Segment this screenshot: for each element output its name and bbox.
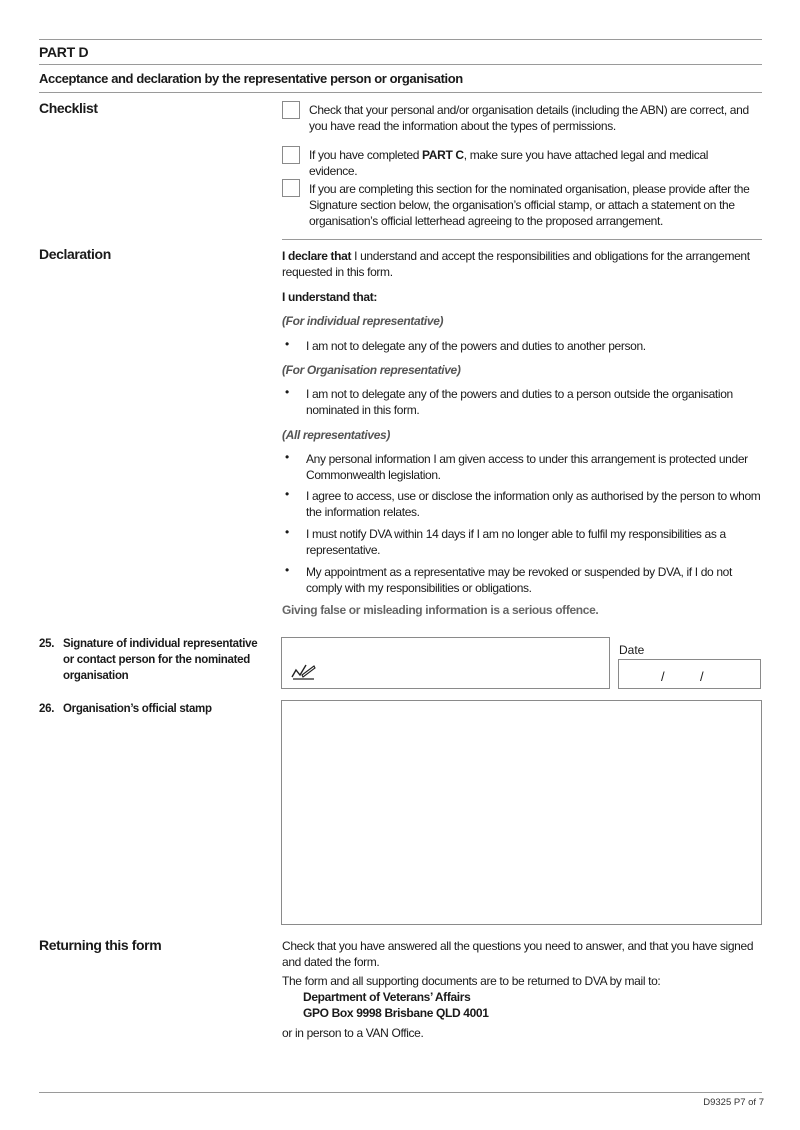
date-field[interactable] — [618, 659, 761, 689]
bullet: • — [285, 563, 290, 577]
checklist-checkbox-3[interactable] — [282, 179, 300, 197]
signature-field[interactable] — [281, 637, 610, 689]
q26-text: Organisation’s official stamp — [63, 703, 212, 715]
subtitle-rule — [39, 92, 762, 93]
all-heading: (All representatives) — [282, 428, 391, 442]
all-item-4: My appointment as a representative may be revoked or suspended by DVA, if I do not comply with my responsibilities or obligations. — [306, 565, 732, 595]
q25-text: Signature of individual representative or contact person for the nominated organisation — [63, 638, 258, 682]
date-separator: / — [700, 669, 704, 684]
bullet: • — [285, 525, 290, 539]
checklist-item-3: If you are completing this section for the nominated organisation, please provide after the Signature section below, the organisation’s official stamp, or attach a statement on the organisation’s official letterhead agreeing to the proposed arrangement. — [309, 182, 750, 228]
q26-number: 26. — [39, 703, 55, 715]
section-subtitle: Acceptance and declaration by the representative person or organisation — [39, 71, 463, 86]
all-item-3: I must notify DVA within 14 days if I am no longer able to fulfil my responsibilities as a representative. — [306, 527, 726, 557]
address-line-2: GPO Box 9998 Brisbane QLD 4001 — [303, 1006, 489, 1020]
returning-label: Returning this form — [39, 937, 162, 953]
checklist-item-2: If you have completed PART C, make sure you have attached legal and medical evidence. — [309, 148, 709, 178]
returning-line-3: or in person to a VAN Office. — [282, 1026, 424, 1040]
stamp-field[interactable] — [281, 700, 762, 925]
checklist-rule — [282, 239, 762, 240]
part-rule — [39, 64, 762, 65]
all-item-2: I agree to access, use or disclose the information only as authorised by the person to whom the information relates. — [306, 489, 761, 519]
individual-item-1: I am not to delegate any of the powers and duties to another person. — [306, 339, 646, 353]
warning-text: Giving false or misleading information is a serious offence. — [282, 603, 599, 617]
bullet: • — [285, 385, 290, 399]
individual-heading: (For individual representative) — [282, 314, 444, 328]
date-separator: / — [661, 669, 665, 684]
returning-line-1: Check that you have answered all the questions you need to answer, and that you have signed and dated the form. — [282, 939, 754, 969]
declaration-understand: I understand that: — [282, 290, 378, 304]
checklist-checkbox-2[interactable] — [282, 146, 300, 164]
bullet: • — [285, 337, 290, 351]
returning-line-2: The form and all supporting documents are to be returned to DVA by mail to: — [282, 974, 661, 988]
checklist-label: Checklist — [39, 100, 98, 116]
signature-pen-icon — [290, 661, 316, 686]
part-title: PART D — [39, 44, 89, 60]
checklist-checkbox-1[interactable] — [282, 101, 300, 119]
page-footer: D9325 P7 of 7 — [703, 1097, 764, 1108]
q25-number: 25. — [39, 638, 55, 650]
bullet: • — [285, 487, 290, 501]
declaration-intro: I declare that I understand and accept the responsibilities and obligations for the arrangement requested in this form. — [282, 249, 750, 279]
declaration-label: Declaration — [39, 246, 111, 262]
top-rule — [39, 39, 762, 40]
org-item-1: I am not to delegate any of the powers and duties to a person outside the organisation nominated in this form. — [306, 387, 733, 417]
org-heading: (For Organisation representative) — [282, 363, 461, 377]
checklist-item-1: Check that your personal and/or organisation details (including the ABN) are correct, and you have read the information about the types of permissions. — [309, 103, 749, 133]
footer-rule — [39, 1092, 762, 1093]
date-label: Date — [619, 643, 645, 657]
address-line-1: Department of Veterans’ Affairs — [303, 990, 471, 1004]
all-item-1: Any personal information I am given access to under this arrangement is protected under Commonwealth legislation. — [306, 452, 748, 482]
bullet: • — [285, 450, 290, 464]
